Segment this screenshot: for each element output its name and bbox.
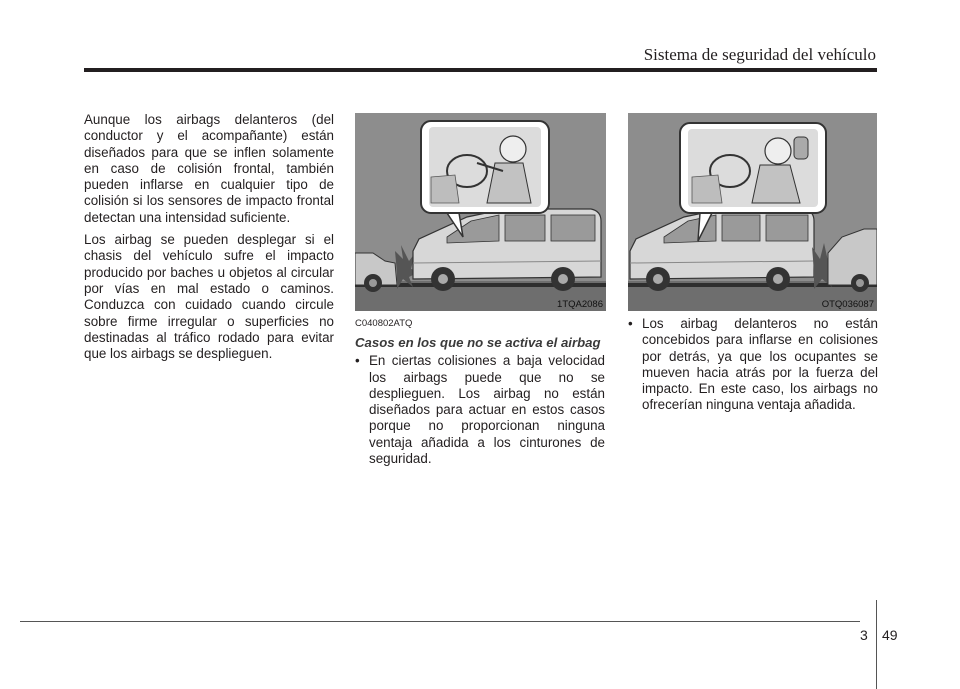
bullet-text: En ciertas colisiones a baja velocidad los airbags puede que no se desplieguen. Los airbag no están diseñados para actuar en estos casos porque no proporcionan ninguna ventaja añadida a los cinturones de seguridad.	[369, 353, 605, 467]
paragraph-airbag-frontal: Aunque los airbags delanteros (del conductor y el acompañante) están diseñados para que se inflen solamente en caso de colisión frontal, también pueden inflarse en cualquier tipo de colisión si los sensores de impacto frontal detectan una intensidad suficiente.	[84, 112, 334, 225]
section-subheading: Casos en los que no se activa el airbag	[355, 335, 601, 351]
header-title: Sistema de seguridad del vehículo	[643, 45, 876, 64]
chapter-number: 3	[860, 627, 868, 643]
figure-code: 1TQA2086	[557, 299, 603, 310]
bullet-text: Los airbag delanteros no están concebidos para inflarse en colisiones por detrás, ya que los ocupantes se mueven hacia atrás por la fuerza del impacto. En este caso, los airbags no ofrecerían ninguna ventaja añadida.	[642, 316, 878, 413]
paragraph-airbag-chassis: Los airbag se pueden desplegar si el chasis del vehículo sufre el impacto producido por baches u objetos al circular por vías en mal estado o caminos. Conduzca con cuidado cuando circule sobre firme irregular o superficies no destinadas al tráfico rodado para evitar que los airbags se desplieguen.	[84, 232, 334, 362]
rear-collision-illustration	[628, 113, 877, 311]
crop-mark-horizontal	[20, 621, 860, 622]
bullet-item	[628, 316, 878, 414]
bullet-icon: •	[355, 353, 360, 369]
section-code: C040802ATQ	[355, 318, 413, 329]
figure-code: OTQ036087	[821, 299, 874, 310]
column-right	[628, 316, 878, 420]
bullet-icon: •	[628, 316, 633, 331]
header-rule	[84, 68, 877, 72]
page-number: 49	[882, 627, 898, 643]
figure-rear-collision	[628, 113, 877, 311]
frontal-collision-illustration	[355, 113, 606, 311]
column-middle	[355, 316, 605, 473]
column-left	[84, 112, 334, 368]
crop-mark-vertical	[876, 600, 877, 689]
figure-frontal-collision	[355, 113, 606, 311]
bullet-item	[355, 353, 605, 467]
